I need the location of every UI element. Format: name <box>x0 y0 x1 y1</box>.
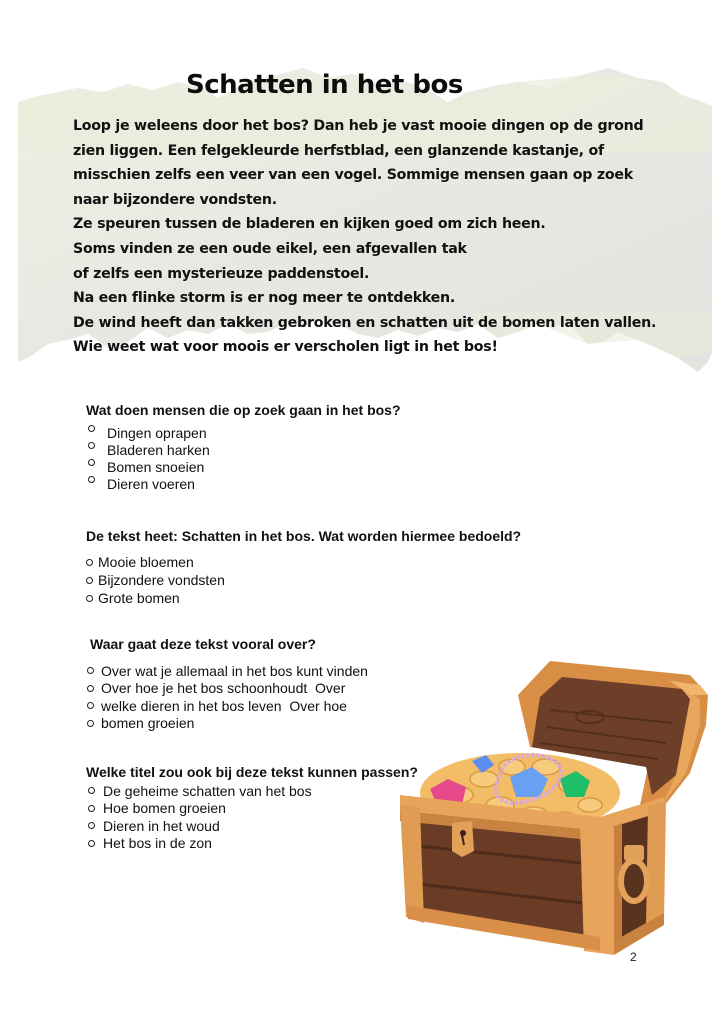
option-label: Bijzondere vondsten <box>98 572 225 588</box>
option-label: Grote bomen <box>98 590 180 606</box>
option-label: Dieren voeren <box>107 475 195 492</box>
answer-option[interactable] <box>87 662 368 680</box>
question-text: Wat doen mensen die op zoek gaan in het bos? <box>86 402 401 418</box>
radio-circle-icon[interactable] <box>87 667 94 674</box>
radio-circle-icon[interactable] <box>88 476 95 483</box>
story-line: Wie weet wat voor moois er verscholen ligt in het bos! <box>73 339 498 356</box>
story-line: Soms vinden ze een oude eikel, een afgevallen tak <box>73 240 467 257</box>
option-label: bomen groeien <box>101 715 195 732</box>
radio-circle-icon[interactable] <box>86 559 93 566</box>
option-label: Dieren in het woud <box>103 817 220 834</box>
question-text: Welke titel zou ook bij deze tekst kunnen passen? <box>86 764 418 780</box>
story-line: naar bijzondere vondsten. <box>73 191 277 208</box>
option-label: Hoe bomen groeien <box>103 800 226 817</box>
option-label: De geheime schatten van het bos <box>103 782 312 799</box>
answer-option[interactable] <box>86 589 521 607</box>
radio-circle-icon[interactable] <box>87 720 94 727</box>
answer-option[interactable] <box>87 680 368 698</box>
radio-circle-icon[interactable] <box>87 702 94 709</box>
story-line: De wind heeft dan takken gebroken en schatten uit de bomen laten vallen. <box>73 314 657 331</box>
answer-option[interactable] <box>86 424 401 441</box>
question-text: Waar gaat deze tekst vooral over? <box>90 636 316 652</box>
option-label: Over hoe je het bos schoonhoudt Over <box>101 680 346 697</box>
question-2 <box>86 528 521 607</box>
option-label: Het bos in de zon <box>103 835 212 852</box>
treasure-chest-icon <box>400 655 712 963</box>
answer-option[interactable] <box>86 553 521 571</box>
answer-option[interactable] <box>86 782 418 800</box>
answer-option[interactable] <box>86 475 401 492</box>
question-3 <box>90 636 368 732</box>
radio-circle-icon[interactable] <box>87 685 94 692</box>
story-line: Na een flinke storm is er nog meer te ontdekken. <box>73 290 456 307</box>
question-4 <box>86 764 418 852</box>
story-line: misschien zelfs een veer van een vogel. Sommige mensen gaan op zoek <box>73 167 633 184</box>
option-label: welke dieren in het bos leven Over hoe <box>101 697 347 714</box>
answer-option[interactable] <box>86 800 418 818</box>
radio-circle-icon[interactable] <box>88 840 95 847</box>
page-number: 2 <box>630 950 637 964</box>
story-line: of zelfs een mysterieuze paddenstoel. <box>73 265 370 282</box>
option-label: Dingen oprapen <box>107 424 207 441</box>
story-line: zien liggen. Een felgekleurde herfstblad, een glanzende kastanje, of <box>73 142 604 159</box>
answer-option[interactable] <box>86 571 521 589</box>
page-title: Schatten in het bos <box>186 70 463 100</box>
option-label: Bomen snoeien <box>107 458 205 475</box>
answer-option[interactable] <box>86 458 401 475</box>
question-text: De tekst heet: Schatten in het bos. Wat worden hiermee bedoeld? <box>86 528 522 544</box>
radio-circle-icon[interactable] <box>88 805 95 812</box>
radio-circle-icon[interactable] <box>86 595 93 602</box>
story-text <box>73 114 693 360</box>
radio-circle-icon[interactable] <box>88 425 95 432</box>
question-1 <box>86 402 401 492</box>
radio-circle-icon[interactable] <box>88 442 95 449</box>
option-label: Over wat je allemaal in het bos kunt vinden <box>101 662 368 679</box>
answer-option[interactable] <box>87 697 368 715</box>
radio-circle-icon[interactable] <box>88 822 95 829</box>
option-label: Bladeren harken <box>107 441 210 458</box>
answer-option[interactable] <box>87 715 368 733</box>
answer-option[interactable] <box>86 817 418 835</box>
radio-circle-icon[interactable] <box>86 577 93 584</box>
radio-circle-icon[interactable] <box>88 787 95 794</box>
answer-option[interactable] <box>86 441 401 458</box>
option-label: Mooie bloemen <box>98 554 194 570</box>
radio-circle-icon[interactable] <box>88 459 95 466</box>
answer-option[interactable] <box>86 835 418 853</box>
story-line: Loop je weleens door het bos? Dan heb je vast mooie dingen op de grond <box>73 118 644 134</box>
story-line: Ze speuren tussen de bladeren en kijken goed om zich heen. <box>73 216 546 233</box>
